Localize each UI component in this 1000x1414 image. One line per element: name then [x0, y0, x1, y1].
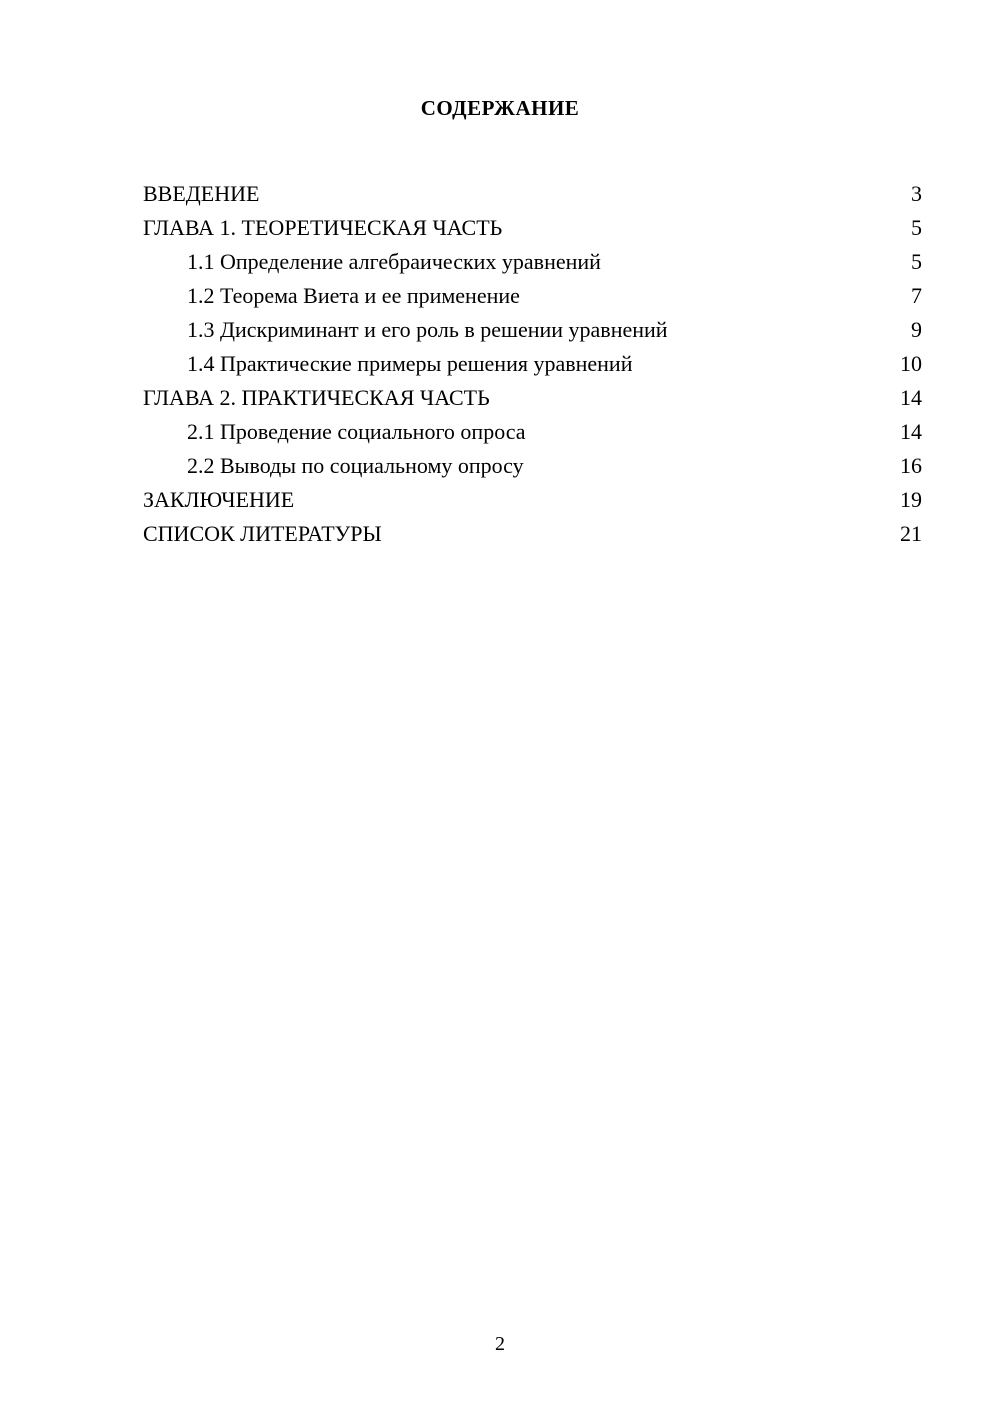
toc-entry-label: СПИСОК ЛИТЕРАТУРЫ — [143, 521, 382, 546]
toc-entry-page: 14 — [900, 419, 922, 444]
toc-entry-label: 1.1 Определение алгебраических уравнений — [187, 249, 601, 274]
toc-entry-page: 16 — [900, 453, 922, 478]
toc-entry[interactable] — [143, 449, 922, 483]
toc-entry-label: 1.3 Дискриминант и его роль в решении уравнений — [187, 317, 668, 342]
toc-entry-page: 3 — [911, 181, 922, 206]
toc-entry[interactable] — [143, 279, 922, 313]
toc-entry-label: 2.2 Выводы по социальному опросу — [187, 453, 524, 478]
toc-entry-label: 1.4 Практические примеры решения уравнений — [187, 351, 633, 376]
toc-entry-page: 10 — [900, 351, 922, 376]
toc-entry[interactable] — [143, 313, 922, 347]
toc-entry[interactable] — [143, 211, 922, 245]
footer-page-number: 2 — [495, 1333, 505, 1355]
toc-entry-page: 21 — [900, 521, 922, 546]
toc-entry-page: 9 — [911, 317, 922, 342]
toc-entry[interactable] — [143, 347, 922, 381]
toc-entry-page: 5 — [911, 249, 922, 274]
toc-entry-label: 2.1 Проведение социального опроса — [187, 419, 526, 444]
toc-entry-page: 7 — [911, 283, 922, 308]
toc-entry[interactable] — [143, 177, 922, 211]
toc-entry[interactable] — [143, 517, 922, 551]
toc-entry[interactable] — [143, 415, 922, 449]
toc-entry-label: ЗАКЛЮЧЕНИЕ — [143, 487, 295, 512]
toc-entry-page: 19 — [900, 487, 922, 512]
toc-entry-page: 14 — [900, 385, 922, 410]
toc-entry-label: ВВЕДЕНИЕ — [143, 181, 260, 206]
toc-entry-page: 5 — [911, 215, 922, 240]
toc-entry-label: ГЛАВА 1. ТЕОРЕТИЧЕСКАЯ ЧАСТЬ — [143, 215, 503, 240]
toc-entry-label: ГЛАВА 2. ПРАКТИЧЕСКАЯ ЧАСТЬ — [143, 385, 490, 410]
toc-entry[interactable] — [143, 245, 922, 279]
toc-entry-label: 1.2 Теорема Виета и ее применение — [187, 283, 520, 308]
toc-entry[interactable] — [143, 483, 922, 517]
page-title: СОДЕРЖАНИЕ — [420, 96, 580, 120]
toc-entry[interactable] — [143, 381, 922, 415]
table-of-contents — [0, 177, 1000, 551]
